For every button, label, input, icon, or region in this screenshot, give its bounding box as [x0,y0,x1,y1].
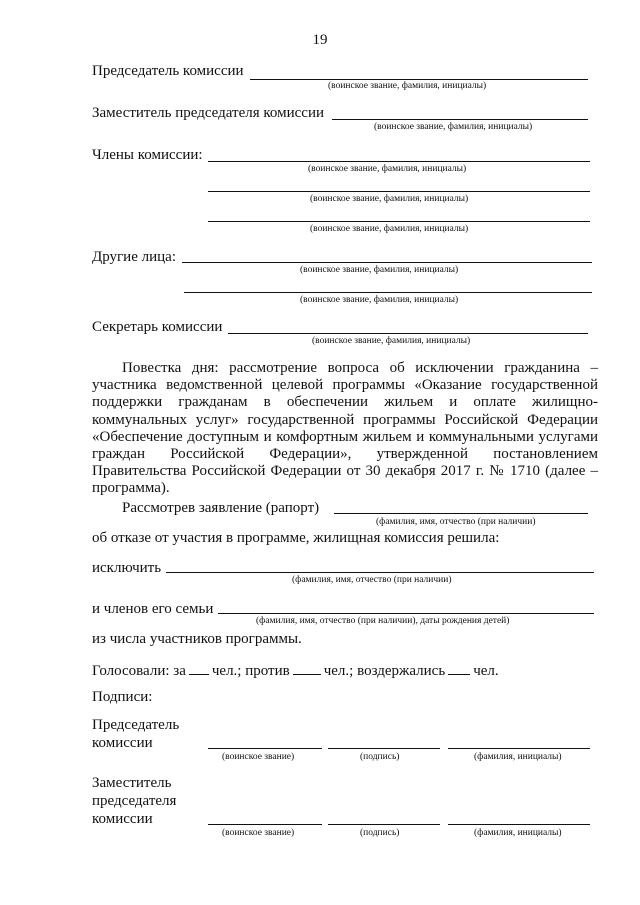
chair-signature-line[interactable] [328,748,440,749]
agenda-text: Повестка дня: рассмотрение вопроса об исключении гражданина – участника ведомственной целевой программы «Оказание государственной поддержки гражданам в обеспечении жильем и оплате жилищно-коммунальных услуг» государственной программы Российской Федерации «Обеспечение доступным и комфортным жильем и коммунальными услугами граждан Российской Федерации», утвержденной постановлением Правительства Российской Федерации от 30 декабря 2017 г. № 1710 (далее – программа). [92,360,598,497]
members-caption-3: (воинское звание, фамилия, инициалы) [310,224,469,234]
secretary-line[interactable] [228,333,588,334]
sign-deputy-line-1: Заместитель [92,775,172,791]
members-caption-1: (воинское звание, фамилия, инициалы) [308,164,467,174]
deputy-signature-line[interactable] [328,824,440,825]
family-label: и членов его семьи [92,601,214,617]
considered-line[interactable] [334,513,588,514]
chairman-caption: (воинское звание, фамилия, инициалы) [328,81,487,91]
vote-abstain-field[interactable] [448,659,470,675]
from-list-text: из числа участников программы. [92,631,302,647]
signatures-heading: Подписи: [92,689,153,705]
chair-name-caption: (фамилия, инициалы) [474,752,562,762]
deputy-line[interactable] [332,119,588,120]
sign-deputy-line-3: комиссии [92,811,153,827]
exclude-label: исключить [92,560,162,576]
deputy-signature-caption: (подпись) [360,828,400,838]
chairman-label: Председатель комиссии [92,63,244,79]
members-line-3[interactable] [208,221,590,222]
others-line-1[interactable] [182,262,592,263]
others-line-2[interactable] [184,292,592,293]
family-caption: (фамилия, имя, отчество (при наличии), даты рождения детей) [256,616,510,626]
vote-label: Голосовали: за [92,663,186,679]
members-line-2[interactable] [208,191,590,192]
chair-rank-line[interactable] [208,748,322,749]
others-caption-1: (воинское звание, фамилия, инициалы) [300,265,459,275]
chairman-line[interactable] [250,79,588,80]
secretary-caption: (воинское звание, фамилия, инициалы) [312,336,471,346]
vote-people-1: чел.; против [211,663,290,679]
members-label: Члены комиссии: [92,147,203,163]
others-label: Другие лица: [92,249,176,265]
exclude-caption: (фамилия, имя, отчество (при наличии) [292,575,452,585]
members-line-1[interactable] [208,161,590,162]
sign-chair-line-2: комиссии [92,735,153,751]
members-caption-2: (воинское звание, фамилия, инициалы) [310,194,469,204]
vote-people-2: чел.; воздержались [323,663,446,679]
chair-name-line[interactable] [448,748,590,749]
vote-against-field[interactable] [293,659,321,675]
deputy-label: Заместитель председателя комиссии [92,105,325,121]
sign-deputy-line-2: председателя [92,793,177,809]
page-number: 19 [312,32,328,48]
vote-people-3: чел. [473,663,499,679]
agenda-paragraph [92,360,598,498]
considered-caption: (фамилия, имя, отчество (при наличии) [376,517,536,527]
deputy-caption: (воинское звание, фамилия, инициалы) [374,122,533,132]
deputy-rank-line[interactable] [208,824,322,825]
secretary-label: Секретарь комиссии [92,319,223,335]
considered-label: Рассмотрев заявление (рапорт) [122,500,320,516]
deputy-rank-caption: (воинское звание) [222,828,295,838]
exclude-line[interactable] [166,572,594,573]
vote-row [92,659,499,680]
sign-chair-line-1: Председатель [92,717,180,733]
deputy-name-line[interactable] [448,824,590,825]
vote-for-field[interactable] [189,659,209,675]
family-line[interactable] [218,613,594,614]
others-caption-2: (воинское звание, фамилия, инициалы) [300,295,459,305]
chair-signature-caption: (подпись) [360,752,400,762]
chair-rank-caption: (воинское звание) [222,752,295,762]
deputy-name-caption: (фамилия, инициалы) [474,828,562,838]
refusal-text: об отказе от участия в программе, жилищная комиссия решила: [92,530,500,546]
